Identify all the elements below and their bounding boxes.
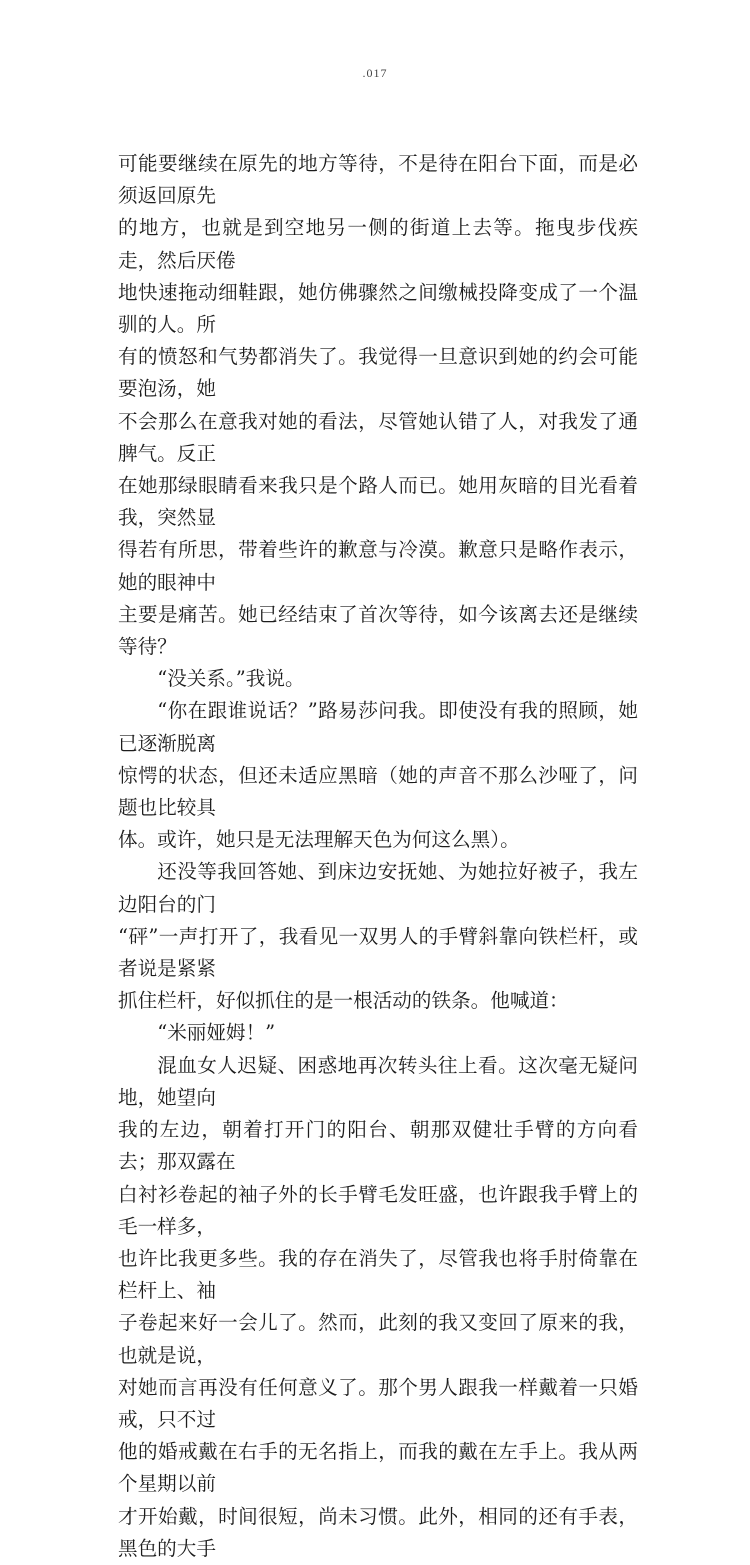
paragraph-shout: “米丽娅姆！” xyxy=(157,1021,276,1045)
body-text xyxy=(118,148,638,1565)
paragraph-reply: “没关系。”我说。 xyxy=(157,667,305,691)
paragraph-door-bang: 还没等我回答她、到床边安抚她、为她拉好被子，我左边阳台的门 “砰”一声打开了，我看见一双男人的手臂斜靠向铁栏杆，或者说是紧紧 抓住栏杆，好似抓住的是一根活动的铁条。他喊道： xyxy=(118,860,638,1013)
paragraph-luisa-question: “你在跟谁说话？”路易莎问我。即使没有我的照顾，她已逐渐脱离 惊愕的状态，但还未适应黑暗（她的声音不那么沙哑了，问题也比较具 体。或许，她只是无法理解天色为何这么黑）。 xyxy=(118,699,638,852)
paragraph-continuation: 可能要继续在原先的地方等待，不是待在阳台下面，而是必须返回原先 的地方，也就是到空地另一侧的街道上去等。拖曳步伐疾走，然后厌倦 地快速拖动细鞋跟，她仿佛骤然之间缴械投降变成了一个温驯的人。所 有的愤怒和气势都消失了。我觉得一旦意识到她的约会可能要泡汤，她 不会那么在意我对她的看法，尽管她认错了人，对我发了通脾气。反正 在她那绿眼睛看来我只是个路人而已。她用灰暗的目光看着我，突然显 得若有所思，带着些许的歉意与冷漠。歉意只是略作表示，她的眼神中 主要是痛苦。她已经结束了首次等待，如今该离去还是继续等待？ xyxy=(118,152,638,659)
page-number: .017 xyxy=(362,66,388,80)
paragraph-woman-looks: 混血女人迟疑、困惑地再次转头往上看。这次毫无疑问地，她望向 我的左边，朝着打开门的阳台、朝那双健壮手臂的方向看去；那双露在 白衬衫卷起的袖子外的长手臂毛发旺盛，也许跟我手臂上的毛一样多， 也许比我更多些。我的存在消失了，尽管我也将手肘倚靠在栏杆上、袖 子卷起来好一会儿了。然而，此刻的我又变回了原来的我，也就是说， 对她而言再没有任何意义了。那个男人跟我一样戴着一只婚戒，只不过 他的婚戒戴在右手的无名指上，而我的戴在左手上。我从两个星期以前 才开始戴，时间很短，尚未习惯。此外，相同的还有手表，黑色的大手 xyxy=(118,1053,638,1560)
